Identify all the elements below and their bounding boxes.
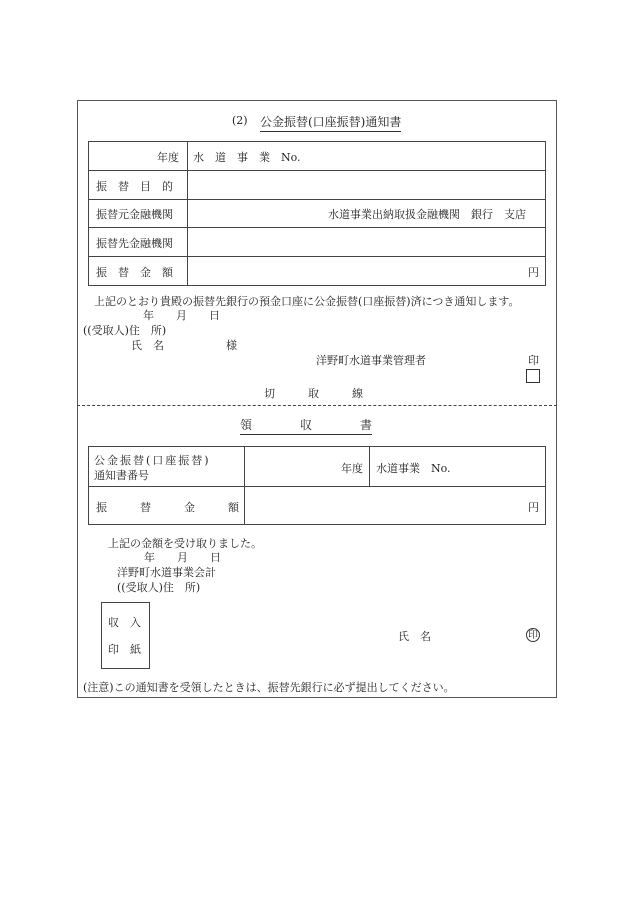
receipt-name-label: 氏 名 bbox=[398, 630, 431, 643]
seal-label: 印 bbox=[528, 354, 539, 367]
notice-name-label: 氏 名 bbox=[131, 339, 164, 352]
receipt-address-label: ((受取人)住 所) bbox=[117, 581, 201, 594]
water-manager-label: 洋野町水道事業管理者 bbox=[316, 354, 426, 367]
water-business-no-label: 水 道 事 業 No. bbox=[193, 151, 301, 164]
receipt-transfer-amount-label: 振 替 金 額 bbox=[96, 501, 239, 514]
receipt-row-line bbox=[88, 486, 546, 487]
notice-number: (2) bbox=[232, 114, 248, 127]
transfer-purpose-label: 振 替 目 的 bbox=[96, 180, 173, 193]
source-institution-value: 水道事業出納取扱金融機関 銀行 支店 bbox=[328, 208, 526, 221]
yen-unit: 円 bbox=[528, 266, 539, 279]
notice-address-label: ((受取人)住 所) bbox=[83, 324, 167, 337]
destination-institution-label: 振替先金融機関 bbox=[96, 237, 173, 250]
receipt-seal-mark: 印 bbox=[528, 630, 538, 641]
cut-line bbox=[77, 405, 557, 406]
receipt-statement: 上記の金額を受け取りました。 bbox=[108, 537, 262, 550]
receipt-date: 年 月 日 bbox=[144, 551, 221, 564]
transfer-notice-number-label-2: 通知書番号 bbox=[94, 469, 149, 482]
water-account-label: 洋野町水道事業会計 bbox=[117, 566, 216, 579]
receipt-water-business-no-label: 水道事業 No. bbox=[376, 462, 451, 475]
source-institution-label: 振替元金融機関 bbox=[96, 208, 173, 221]
receipt-table-divider bbox=[244, 446, 245, 525]
transfer-notice-number-label: 公金振替(口座振替) bbox=[94, 454, 211, 467]
transfer-amount-label: 振 替 金 額 bbox=[96, 266, 173, 279]
fiscal-year-label: 年度 bbox=[157, 151, 179, 164]
receipt-fiscal-year-label: 年度 bbox=[341, 462, 363, 475]
notice-row-line bbox=[88, 256, 546, 257]
honorific-sama: 様 bbox=[226, 339, 237, 352]
notice-title: 公金振替(口座振替)通知書 bbox=[260, 113, 401, 132]
caution-note: (注意)この通知書を受領したときは、振替先銀行に必ず提出してください。 bbox=[83, 681, 455, 694]
notice-table-divider bbox=[187, 141, 188, 286]
seal-box bbox=[526, 369, 540, 383]
receipt-yen-unit: 円 bbox=[528, 501, 539, 514]
revenue-stamp-box bbox=[101, 602, 150, 669]
notice-row-line bbox=[88, 227, 546, 228]
notice-statement: 上記のとおり貴殿の振替先銀行の預金口座に公金振替(口座振替)済につき通知します。 bbox=[94, 295, 520, 308]
revenue-stamp-label-2: 印 紙 bbox=[108, 643, 141, 656]
notice-date: 年 月 日 bbox=[143, 309, 220, 322]
receipt-title: 領 収 書 bbox=[240, 416, 372, 435]
revenue-stamp-label-1: 収 入 bbox=[108, 616, 141, 629]
notice-row-line bbox=[88, 170, 546, 171]
notice-row-line bbox=[88, 199, 546, 200]
receipt-table-divider bbox=[369, 446, 370, 486]
cut-line-label: 切 取 線 bbox=[264, 387, 363, 400]
